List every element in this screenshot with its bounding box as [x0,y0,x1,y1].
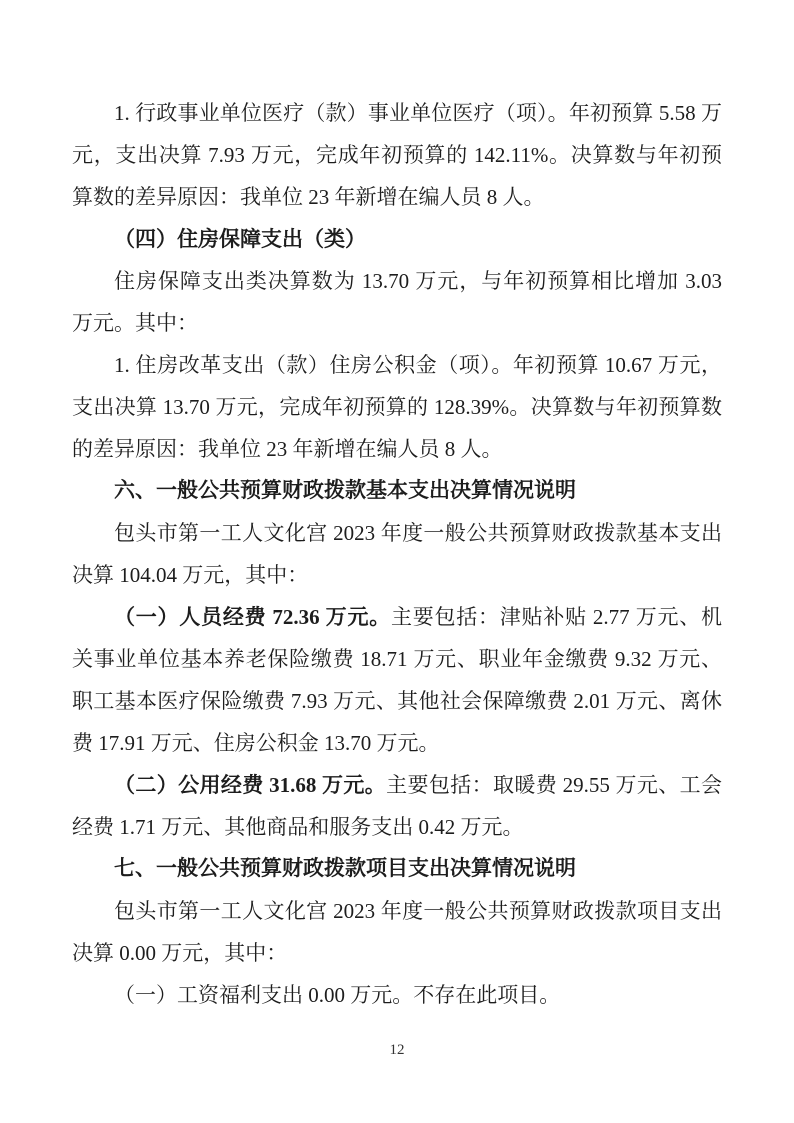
para-basic-expense-summary: 包头市第一工人文化宫 2023 年度一般公共预算财政拨款基本支出决算 104.04 万元，其中： [72,521,722,587]
para-medical-expense-item: 1. 行政事业单位医疗（款）事业单位医疗（项）。年初预算 5.58 万元，支出决算 7.93 万元，完成年初预算的 142.11%。决算数与年初预算数的差异原因：我单位 23 年新增在编人员 8 人。 [72,101,722,209]
heading-housing-security-expense: （四）住房保障支出（类） [114,227,366,251]
para-housing-security-summary: 住房保障支出类决算数为 13.70 万元，与年初预算相比增加 3.03 万元。其中： [72,269,722,335]
public-expense-lead: （二）公用经费 31.68 万元。 [114,773,387,797]
heading-section-six-basic-expense: 六、一般公共预算财政拨款基本支出决算情况说明 [114,479,576,502]
document-body [72,92,722,1016]
page-number: 12 [389,1042,405,1058]
para-personnel-expense [72,596,722,764]
para-housing-reform-item: 1. 住房改革支出（款）住房公积金（项）。年初预算 10.67 万元，支出决算 13.70 万元，完成年初预算的 128.39%。决算数与年初预算数的差异原因：我单位 23 年新增在编人员 8 人。 [72,353,722,461]
para-salary-welfare-item: （一）工资福利支出 0.00 万元。不存在此项目。 [114,983,561,1007]
para-public-expense [72,764,722,848]
public-expense-detail: 主要包括：取暖费 29.55 万元、工会经费 1.71 万元、其他商品和服务支出 0.42 万元。 [72,773,723,839]
personnel-expense-lead: （一）人员经费 72.36 万元。 [114,605,391,629]
heading-section-seven-project-expense: 七、一般公共预算财政拨款项目支出决算情况说明 [114,857,576,880]
personnel-expense-detail: 主要包括：津贴补贴 2.77 万元、机关事业单位基本养老保险缴费 18.71 万元、职业年金缴费 9.32 万元、职工基本医疗保险缴费 7.93 万元、其他社会保障缴费 2.01 万元、离休费 17.91 万元、住房公积金 13.70 万元。 [72,605,723,755]
para-project-expense-summary: 包头市第一工人文化宫 2023 年度一般公共预算财政拨款项目支出决算 0.00 万元，其中： [72,899,722,965]
